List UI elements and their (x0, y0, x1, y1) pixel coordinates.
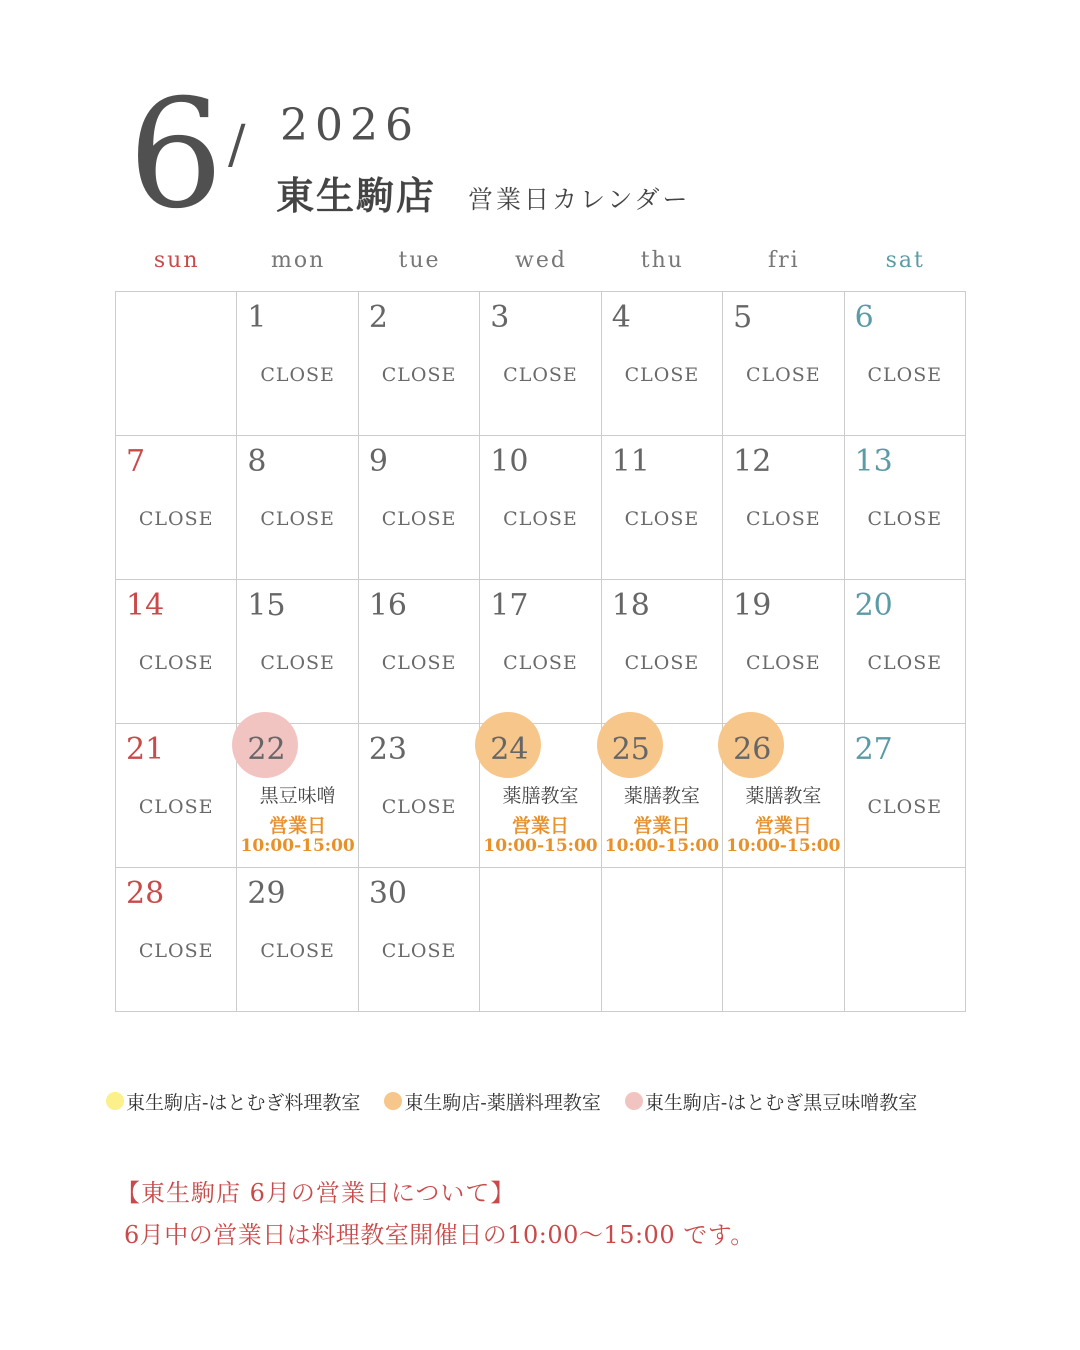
open-day-label: 営業日 (269, 815, 327, 837)
legend-item (106, 1088, 360, 1115)
day-number: 21 (126, 732, 165, 767)
day-number: 27 (854, 732, 893, 767)
month-number: 6 (128, 68, 224, 242)
day-number: 1 (247, 300, 267, 335)
day-status: CLOSE (746, 508, 821, 530)
calendar-day-30 (359, 868, 480, 1012)
calendar-day-4 (602, 292, 723, 436)
legend-label: 東生駒店-薬膳料理教室 (404, 1091, 601, 1114)
notice-title: 【東生駒店 6月の営業日について】 (116, 1179, 516, 1207)
calendar-day-14 (116, 580, 237, 724)
day-number: 22 (247, 732, 286, 767)
calendar-day-11 (602, 436, 723, 580)
calendar-day-5 (723, 292, 844, 436)
open-hours: 10:00-15:00 (604, 836, 720, 856)
calendar-day-6 (845, 292, 966, 436)
day-status: CLOSE (746, 364, 821, 386)
weekday-sat: sat (885, 248, 925, 273)
year: 2026 (280, 100, 420, 151)
day-number: 16 (368, 588, 408, 623)
weekday-tue: tue (398, 248, 441, 273)
day-status: CLOSE (138, 652, 214, 674)
calendar-day-9 (359, 436, 480, 580)
day-status: CLOSE (381, 364, 457, 386)
calendar-day-23 (359, 724, 480, 868)
notice-body: 6月中の営業日は料理教室開催日の10:00～15:00 です。 (124, 1221, 755, 1249)
day-number: 11 (611, 444, 650, 479)
calendar-day-21 (116, 724, 237, 868)
calendar-day-29 (237, 868, 358, 1012)
calendar-day-1 (237, 292, 358, 436)
calendar-subtitle: 営業日カレンダー (468, 185, 691, 214)
day-status: CLOSE (867, 796, 943, 818)
day-status: CLOSE (138, 508, 214, 530)
day-status: CLOSE (138, 796, 214, 818)
open-hours: 10:00-15:00 (726, 836, 841, 856)
day-status: CLOSE (381, 796, 457, 818)
calendar-day-27 (845, 724, 966, 868)
day-number: 6 (854, 300, 874, 335)
day-number: 3 (490, 300, 510, 335)
calendar-day-18 (602, 580, 723, 724)
weekday-wed: wed (515, 248, 567, 273)
day-number: 4 (611, 300, 631, 335)
day-number: 8 (247, 444, 267, 479)
day-status: CLOSE (867, 652, 943, 674)
day-status: CLOSE (624, 508, 700, 530)
calendar-empty-cell (845, 868, 966, 1012)
day-status: CLOSE (260, 364, 335, 386)
day-number: 20 (854, 588, 893, 623)
event-name: 薬膳教室 (623, 785, 700, 807)
day-status: CLOSE (381, 508, 457, 530)
calendar-day-20 (845, 580, 966, 724)
calendar-day-2 (359, 292, 480, 436)
open-hours: 10:00-15:00 (483, 836, 598, 856)
store-name: 東生駒店 (276, 173, 437, 218)
calendar-day-28 (116, 868, 237, 1012)
day-number: 13 (854, 444, 893, 479)
calendar-empty-cell (480, 868, 601, 1012)
day-number: 25 (611, 732, 650, 767)
day-number: 17 (490, 588, 529, 623)
calendar-empty-cell (602, 868, 723, 1012)
calendar-day-10 (480, 436, 601, 580)
calendar-empty-cell (116, 292, 237, 436)
day-number: 28 (126, 876, 165, 911)
open-day-label: 営業日 (511, 815, 569, 837)
calendar-day-7 (116, 436, 237, 580)
legend-label: 東生駒店-はとむぎ料理教室 (126, 1091, 361, 1114)
open-hours: 10:00-15:00 (240, 836, 355, 856)
calendar-empty-cell (723, 868, 844, 1012)
event-name: 薬膳教室 (502, 785, 579, 807)
legend-dot-icon (384, 1092, 402, 1110)
day-status: CLOSE (138, 940, 214, 962)
day-number: 26 (733, 732, 772, 767)
legend-label: 東生駒店-はとむぎ黒豆味噌教室 (644, 1091, 918, 1114)
calendar-day-17 (480, 580, 601, 724)
day-status: CLOSE (746, 652, 821, 674)
day-number: 30 (368, 876, 408, 911)
event-name: 薬膳教室 (745, 785, 822, 807)
legend-dot-icon (106, 1092, 124, 1110)
day-status: CLOSE (260, 940, 335, 962)
day-status: CLOSE (624, 652, 700, 674)
day-number: 7 (126, 444, 146, 479)
weekday-fri: fri (767, 248, 800, 273)
open-day-label: 営業日 (633, 815, 691, 837)
day-status: CLOSE (503, 652, 578, 674)
calendar-day-25 (602, 724, 723, 868)
day-number: 9 (368, 444, 388, 479)
day-status: CLOSE (867, 508, 943, 530)
day-number: 10 (490, 444, 529, 479)
day-status: CLOSE (381, 940, 457, 962)
calendar-day-26 (723, 724, 844, 868)
weekday-thu: thu (640, 248, 684, 273)
legend-item (384, 1088, 600, 1115)
day-status: CLOSE (624, 364, 700, 386)
month-year-separator: / (228, 115, 246, 175)
legend-dot-icon (625, 1092, 643, 1110)
day-number: 12 (733, 444, 772, 479)
day-status: CLOSE (381, 652, 457, 674)
open-day-label: 営業日 (754, 815, 812, 837)
day-number: 18 (611, 588, 650, 623)
day-status: CLOSE (503, 508, 578, 530)
calendar-day-22 (237, 724, 358, 868)
calendar-day-19 (723, 580, 844, 724)
legend-item (625, 1088, 917, 1115)
weekday-sun: sun (153, 248, 200, 273)
calendar-grid (115, 291, 966, 1012)
calendar-day-24 (480, 724, 601, 868)
day-number: 24 (490, 732, 529, 767)
day-status: CLOSE (260, 508, 335, 530)
day-number: 15 (247, 588, 286, 623)
calendar-day-8 (237, 436, 358, 580)
calendar-day-13 (845, 436, 966, 580)
day-status: CLOSE (260, 652, 335, 674)
weekday-mon: mon (270, 248, 326, 273)
day-status: CLOSE (867, 364, 943, 386)
legend (106, 1086, 917, 1116)
event-name: 黒豆味噌 (259, 785, 336, 807)
day-number: 5 (733, 300, 753, 335)
weekday-header (116, 248, 966, 280)
calendar-day-15 (237, 580, 358, 724)
calendar-day-3 (480, 292, 601, 436)
day-number: 29 (247, 876, 286, 911)
calendar-day-16 (359, 580, 480, 724)
day-number: 23 (368, 732, 408, 767)
calendar-day-12 (723, 436, 844, 580)
day-number: 19 (733, 588, 772, 623)
day-number: 14 (126, 588, 165, 623)
day-number: 2 (368, 300, 388, 335)
day-status: CLOSE (503, 364, 578, 386)
